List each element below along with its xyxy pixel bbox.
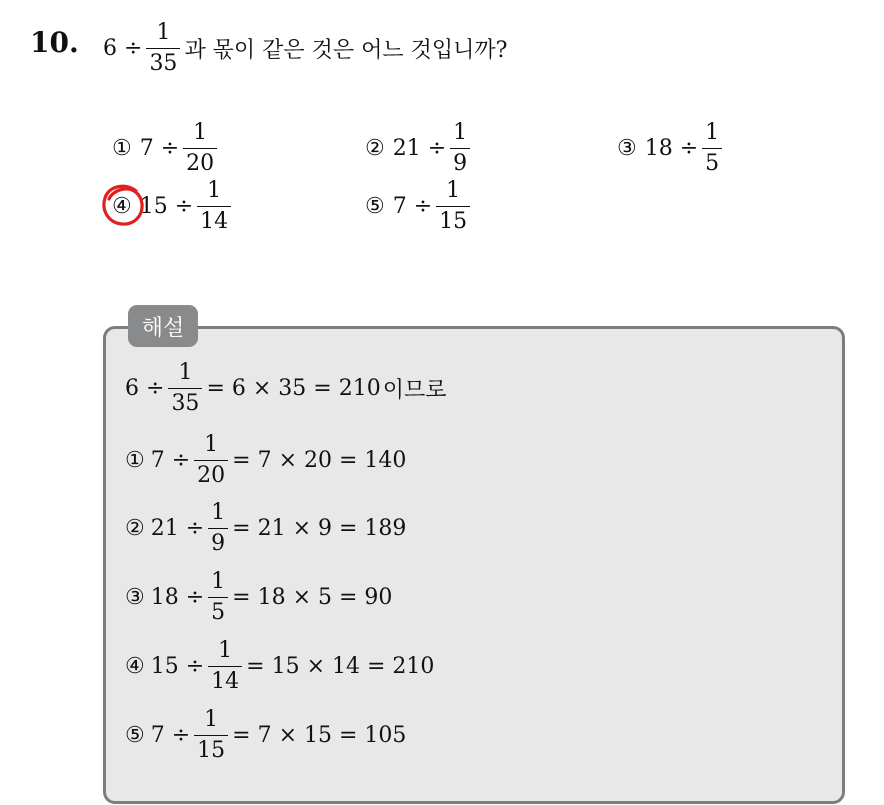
fraction-denominator: 15 xyxy=(436,206,470,233)
fraction-numerator: 1 xyxy=(453,119,468,145)
fraction-denominator: 20 xyxy=(194,460,228,487)
line-result: = 6 × 35 = 210 xyxy=(206,375,381,401)
fraction-denominator: 35 xyxy=(146,48,180,75)
line-suffix: 이므로 xyxy=(382,377,447,403)
fraction-denominator: 20 xyxy=(183,148,217,175)
choice-fraction xyxy=(436,177,470,234)
choice-1[interactable] xyxy=(112,117,221,179)
fraction-numerator: 1 xyxy=(178,359,193,385)
choice-2[interactable] xyxy=(365,117,474,179)
question-whole: 6 ÷ xyxy=(103,35,143,61)
question-fraction xyxy=(146,19,180,76)
line-fraction xyxy=(194,431,228,488)
fraction-numerator: 1 xyxy=(204,431,219,457)
choice-whole: 15 ÷ xyxy=(139,193,194,219)
line-whole: 21 ÷ xyxy=(150,515,205,541)
choice-whole: 18 ÷ xyxy=(644,135,699,161)
line-result: = 7 × 15 = 105 xyxy=(232,722,407,748)
line-fraction xyxy=(208,568,228,625)
fraction-numerator: 1 xyxy=(218,637,233,663)
line-mark: ④ xyxy=(125,653,145,679)
fraction-denominator: 5 xyxy=(702,148,722,175)
line-mark: ① xyxy=(125,447,145,473)
fraction-numerator: 1 xyxy=(156,19,171,45)
explanation-line-3 xyxy=(125,496,406,560)
fraction-numerator: 1 xyxy=(446,177,461,203)
line-result: = 15 × 14 = 210 xyxy=(246,653,435,679)
explanation-line-5 xyxy=(125,634,434,698)
fraction-denominator: 14 xyxy=(197,206,231,233)
question-number: 10. xyxy=(30,26,79,59)
choice-whole: 21 ÷ xyxy=(392,135,447,161)
fraction-denominator: 14 xyxy=(208,666,242,693)
line-fraction xyxy=(168,359,202,416)
choice-fraction xyxy=(197,177,231,234)
choice-mark: ① xyxy=(112,135,132,161)
line-fraction xyxy=(194,706,228,763)
line-mark: ③ xyxy=(125,584,145,610)
choice-5[interactable] xyxy=(365,175,474,237)
choice-3[interactable] xyxy=(617,117,726,179)
choice-fraction xyxy=(450,119,470,176)
question-text: 과 몫이 같은 것은 어느 것입니까? xyxy=(184,37,508,63)
question-prompt xyxy=(103,18,507,78)
choice-whole: 7 ÷ xyxy=(392,193,433,219)
line-mark: ⑤ xyxy=(125,722,145,748)
choice-mark: ④ xyxy=(112,193,132,219)
fraction-denominator: 15 xyxy=(194,735,228,762)
choice-mark: ② xyxy=(365,135,385,161)
explanation-line-4 xyxy=(125,565,392,629)
fraction-numerator: 1 xyxy=(204,706,219,732)
choice-mark: ⑤ xyxy=(365,193,385,219)
line-whole: 7 ÷ xyxy=(150,722,191,748)
line-result: = 18 × 5 = 90 xyxy=(232,584,393,610)
explanation-line-1 xyxy=(125,356,446,420)
fraction-numerator: 1 xyxy=(211,568,226,594)
fraction-numerator: 1 xyxy=(207,177,222,203)
line-result: = 21 × 9 = 189 xyxy=(232,515,407,541)
line-whole: 15 ÷ xyxy=(150,653,205,679)
line-fraction xyxy=(208,637,242,694)
line-whole: 7 ÷ xyxy=(150,447,191,473)
fraction-denominator: 35 xyxy=(168,388,202,415)
explanation-line-2 xyxy=(125,428,406,492)
choice-fraction xyxy=(702,119,722,176)
fraction-numerator: 1 xyxy=(193,119,208,145)
fraction-numerator: 1 xyxy=(211,499,226,525)
line-fraction xyxy=(208,499,228,556)
line-result: = 7 × 20 = 140 xyxy=(232,447,407,473)
choice-fraction xyxy=(183,119,217,176)
line-mark: ② xyxy=(125,515,145,541)
fraction-denominator: 9 xyxy=(208,528,228,555)
line-whole: 18 ÷ xyxy=(150,584,205,610)
fraction-denominator: 5 xyxy=(208,597,228,624)
explanation-tag: 해설 xyxy=(128,305,198,347)
explanation-line-6 xyxy=(125,703,406,767)
choice-whole: 7 ÷ xyxy=(139,135,180,161)
fraction-numerator: 1 xyxy=(705,119,720,145)
answer-circle-mark xyxy=(100,182,146,228)
line-whole: 6 ÷ xyxy=(125,375,165,401)
fraction-denominator: 9 xyxy=(450,148,470,175)
choice-mark: ③ xyxy=(617,135,637,161)
